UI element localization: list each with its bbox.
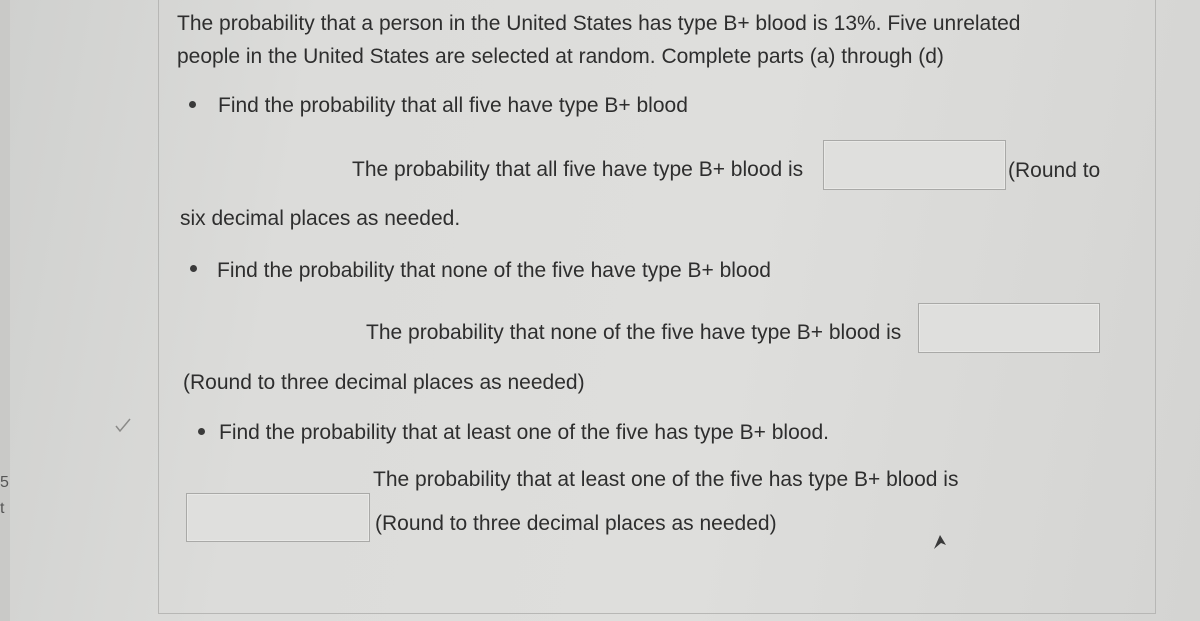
edge-glyph: t: [0, 500, 5, 517]
part-b-instruction: Find the probability that none of the five have type B+ blood: [217, 259, 771, 282]
part-a-prompt: The probability that all five have type B+ blood is: [352, 158, 804, 181]
part-b-prompt: The probability that none of the five have type B+ blood is: [366, 321, 902, 344]
left-edge-strip: [0, 0, 10, 621]
part-c-answer-input[interactable]: [186, 493, 370, 542]
part-a-answer-input[interactable]: [823, 140, 1006, 190]
bullet-dot: [190, 265, 197, 272]
part-b-round-note: (Round to three decimal places as needed): [183, 371, 585, 394]
question-intro-line-2: people in the United States are selected at random. Complete parts (a) through (d): [177, 45, 944, 68]
edge-glyph: 5: [0, 474, 9, 491]
part-c-round-note: (Round to three decimal places as needed): [375, 512, 777, 535]
part-c-prompt: The probability that at least one of the five has type B+ blood is: [373, 468, 959, 491]
part-c-instruction: Find the probability that at least one of the five has type B+ blood.: [219, 421, 829, 444]
check-mark-icon: [114, 416, 132, 439]
part-b-answer-input[interactable]: [918, 303, 1100, 353]
bullet-dot: [189, 101, 196, 108]
part-a-round-note-end: six decimal places as needed.: [180, 207, 461, 230]
part-a-instruction: Find the probability that all five have type B+ blood: [218, 94, 688, 117]
question-intro-line-1: The probability that a person in the United States has type B+ blood is 13%. Five unrelated: [177, 12, 1021, 35]
part-a-round-note-start: (Round to: [1008, 159, 1101, 182]
bullet-dot: [198, 428, 205, 435]
